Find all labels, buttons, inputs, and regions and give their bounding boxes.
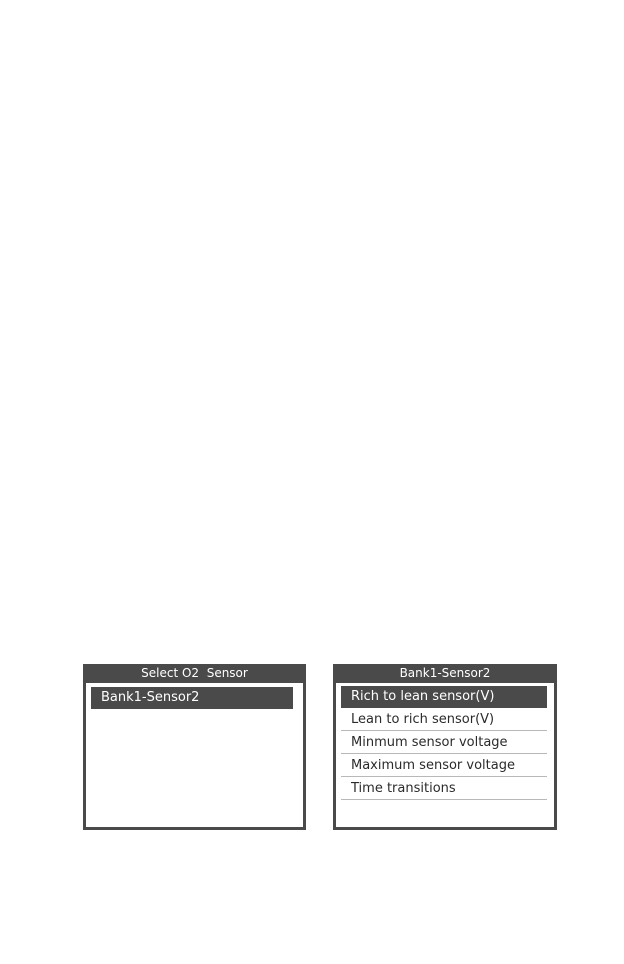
list-item-lean-to-rich[interactable]: Lean to rich sensor(V) (341, 709, 547, 731)
bank1-sensor2-screen (333, 664, 557, 830)
test-item-list (341, 686, 547, 801)
list-item-rich-to-lean[interactable]: Rich to lean sensor(V) (341, 686, 547, 708)
select-o2-sensor-screen (83, 664, 306, 830)
list-item-bank1-sensor2[interactable]: Bank1-Sensor2 (91, 687, 293, 709)
screen-title: Bank1-Sensor2 (336, 664, 554, 683)
sensor-list (91, 687, 293, 710)
list-item-max-voltage[interactable]: Maximum sensor voltage (341, 755, 547, 777)
list-item-min-voltage[interactable]: Minmum sensor voltage (341, 732, 547, 754)
list-item-time-transitions[interactable]: Time transitions (341, 778, 547, 800)
screen-title: Select O2 Sensor (86, 664, 303, 683)
